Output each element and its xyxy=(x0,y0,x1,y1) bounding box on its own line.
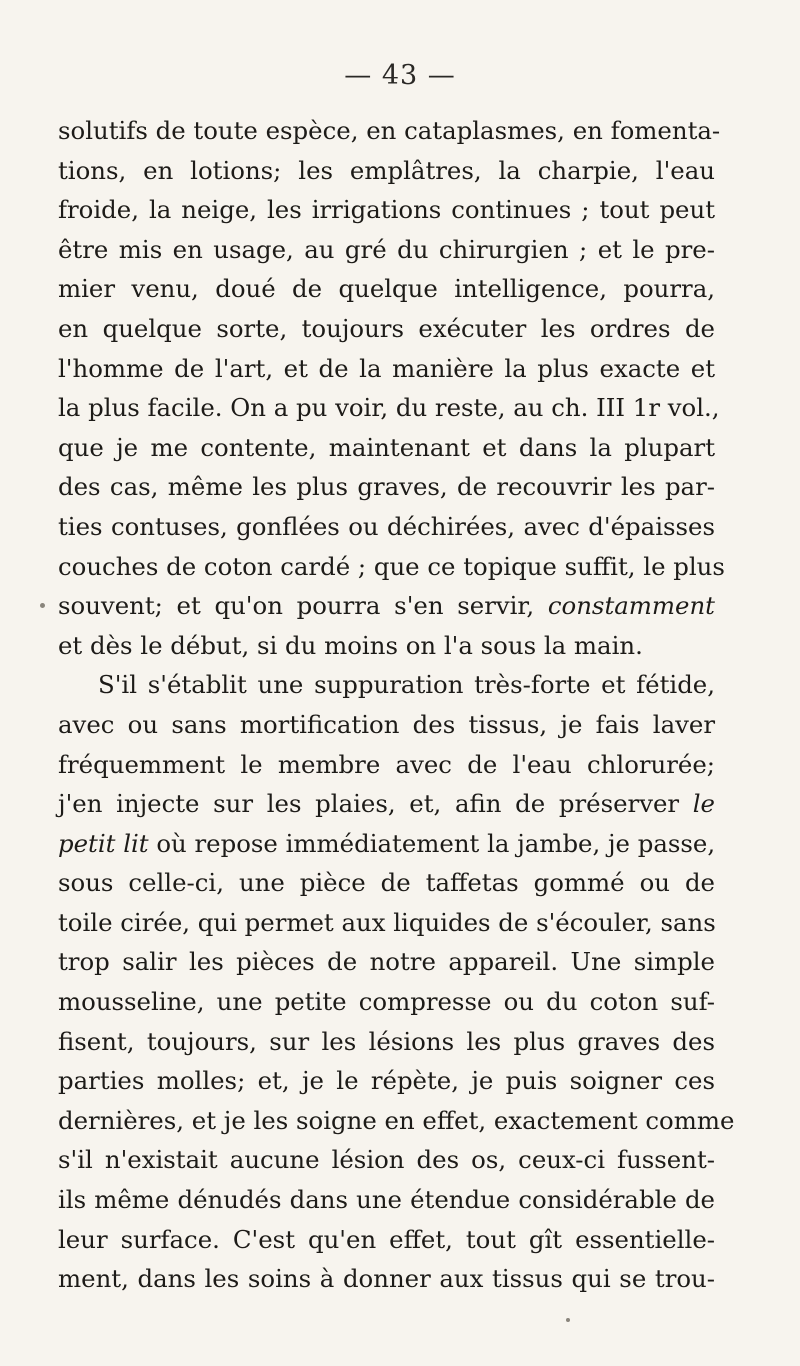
text-segment: souvent; et qu'on pourra s'en servir, xyxy=(58,591,548,621)
text-line: trop salir les pièces de notre appareil. Une simple xyxy=(58,947,715,977)
body-text xyxy=(58,111,735,1299)
text-line xyxy=(58,586,715,626)
text-line: tions, en lotions; les emplâtres, la charpie, l'eau xyxy=(58,155,715,185)
text-line: couches de coton cardé ; que ce topique suffit, le plus xyxy=(58,551,725,581)
text-line: solutifs de toute espèce, en cataplasmes, en fomenta- xyxy=(58,116,721,145)
text-line: mier venu, doué de quelque intelligence, pourra, xyxy=(58,274,715,304)
text-line: leur surface. C'est qu'en effet, tout gît essentielle- xyxy=(58,1224,715,1254)
text-line: ment, dans les soins à donner aux tissus qui se trou- xyxy=(58,1264,715,1294)
text-line: l'homme de l'art, et de la manière la plus exacte et xyxy=(58,353,715,383)
paper-speck xyxy=(566,1318,570,1322)
text-line: fréquemment le membre avec de l'eau chlorurée; xyxy=(58,749,715,779)
text-line: être mis en usage, au gré du chirurgien ; et le pre- xyxy=(58,234,715,264)
text-line: fisent, toujours, sur les lésions les plus graves des xyxy=(58,1026,715,1056)
text-line xyxy=(58,784,715,824)
page-number: — 43 — xyxy=(344,60,456,91)
text-line: avec ou sans mortification des tissus, je fais laver xyxy=(58,709,715,739)
text-line: et dès le début, si du moins on l'a sous la main. xyxy=(58,630,643,660)
italic-emphasis: le xyxy=(692,789,715,819)
text-line: ils même dénudés dans une étendue considérable de xyxy=(58,1185,715,1215)
text-line: toile cirée, qui permet aux liquides de s'écouler, sans xyxy=(58,907,716,937)
text-line: des cas, même les plus graves, de recouvrir les par- xyxy=(58,472,715,502)
text-line: que je me contente, maintenant et dans la plupart xyxy=(58,432,715,462)
text-line: la plus facile. On a pu voir, du reste, au ch. III 1r vol., xyxy=(58,393,720,423)
text-line: s'il n'existait aucune lésion des os, ceux-ci fussent- xyxy=(58,1145,715,1175)
text-line: froide, la neige, les irrigations continues ; tout peut xyxy=(58,195,715,225)
italic-emphasis: petit lit xyxy=(58,828,149,858)
text-line xyxy=(58,824,715,864)
text-line: en quelque sorte, toujours exécuter les ordres de xyxy=(58,313,715,343)
text-segment: où repose immédiatement la jambe, je passe, xyxy=(148,828,716,858)
text-line: mousseline, une petite compresse ou du coton suf- xyxy=(58,987,715,1017)
text-line: dernières, et je les soigne en effet, exactement comme xyxy=(58,1105,735,1135)
text-line: parties molles; et, je le répète, je puis soigner ces xyxy=(58,1066,715,1096)
paper-speck xyxy=(40,603,45,608)
paragraph-start-line: S'il s'établit une suppuration très-forte et fétide, xyxy=(98,670,715,700)
text-line: ties contuses, gonflées ou déchirées, avec d'épaisses xyxy=(58,511,715,541)
italic-emphasis: constamment xyxy=(547,591,715,621)
text-segment: j'en injecte sur les plaies, et, afin de préserver xyxy=(58,789,693,819)
text-line: sous celle-ci, une pièce de taffetas gommé ou de xyxy=(58,868,715,898)
